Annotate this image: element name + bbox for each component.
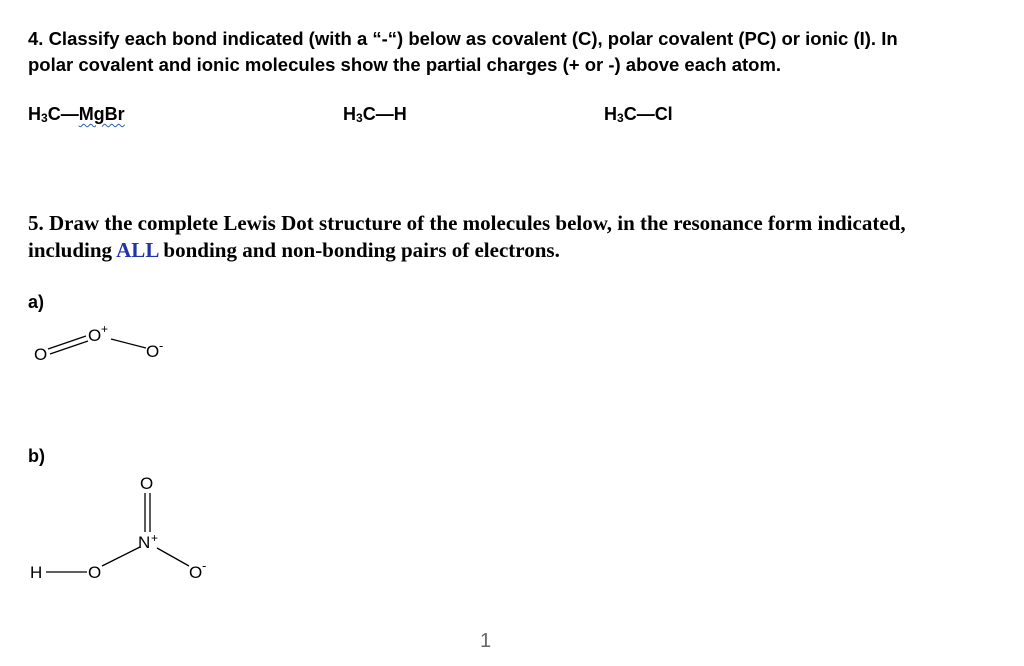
molecule-h3c-mgbr: H3C—MgBr [28, 104, 125, 125]
page-number: 1 [480, 630, 492, 652]
part-b-label: b) [28, 446, 45, 466]
charge-minus: - [202, 558, 207, 573]
question-4-line-2: polar covalent and ionic molecules show the partial charges (+ or -) above each atom. [28, 54, 782, 75]
atom-o-right: O [146, 342, 160, 361]
question-4-line-1: 4. Classify each bond indicated (with a “-“) below as covalent (C), polar covalent (PC) or ionic (I). In [28, 28, 898, 49]
all-highlight: ALL [116, 238, 159, 262]
atom-o-left: O [88, 563, 102, 582]
bond-dash: — [636, 104, 655, 124]
question-5-line-2: including ALL bonding and non-bonding pairs of electrons. [28, 238, 560, 262]
bond-dash: — [375, 104, 394, 124]
charge-plus: + [101, 322, 109, 336]
atom-n: N [138, 533, 151, 552]
atom-o-left: O [34, 345, 48, 364]
o-n-bond [102, 547, 140, 566]
atom-o-top: O [140, 474, 154, 493]
atom-o-right: O [189, 563, 203, 582]
question-5-line-1: 5. Draw the complete Lewis Dot structure of the molecules below, in the resonance form indicated, [28, 211, 906, 235]
atom-h: H [30, 563, 43, 582]
molecule-h3c-h: H3C—H [343, 104, 407, 125]
n-o-single-bond [157, 548, 189, 566]
charge-plus: + [151, 531, 159, 545]
atom-o-center: O [88, 326, 102, 345]
molecule-h3c-cl: H3C—Cl [604, 104, 673, 125]
part-a-label: a) [28, 292, 45, 312]
bond-dash: — [60, 104, 79, 124]
charge-minus: - [159, 338, 164, 353]
mgbr-label: MgBr [78, 104, 125, 124]
